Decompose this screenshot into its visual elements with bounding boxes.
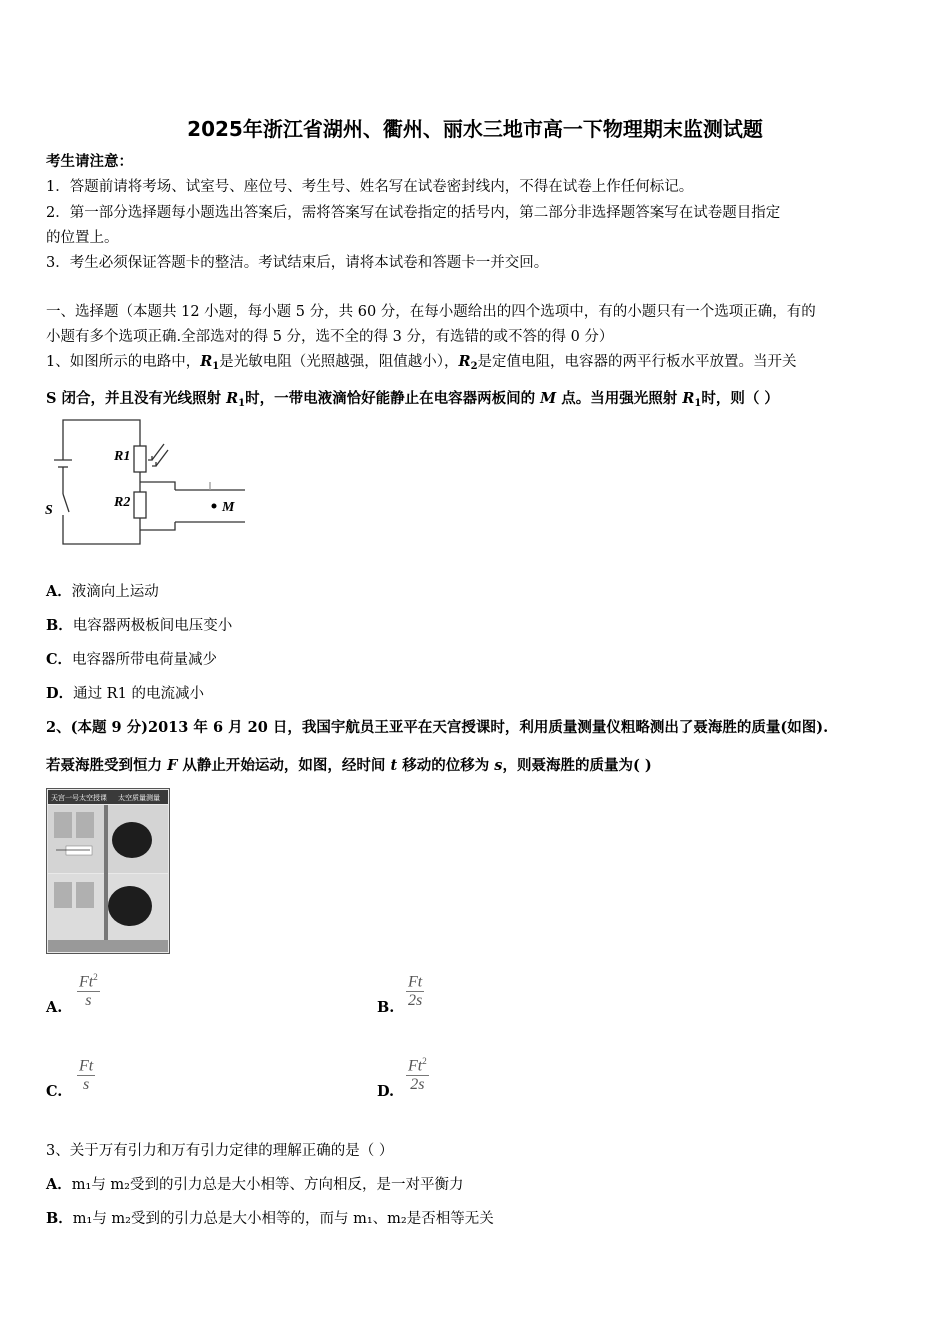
q2-option-a-fraction[interactable]: $\frac{Ft^2}{s}$ [79,972,98,1010]
q2-option-c-fraction[interactable]: $\frac{Ft}{s}$ [79,1057,94,1094]
page-title: 2025年浙江省湖州、衢州、丽水三地市高一下物理期末监测试题 [187,117,763,141]
notice-item-2-cont: 的位置上。 [46,230,119,246]
q2-option-a-label[interactable]: A. [46,999,63,1016]
q3-stem: 3、关于万有引力和万有引力定律的理解正确的是（ ） [46,1143,394,1159]
q1-option-b[interactable]: B．电容器两极板间电压变小 [46,617,233,634]
photo-caption-right: 太空质量测量 [118,794,160,802]
q2-option-b-label[interactable]: B. [377,999,395,1016]
label-m: M [222,500,235,515]
section-header-line1: 一、选择题（本题共 12 小题，每小题 5 分，共 60 分，在每小题给出的四个选项中，有的小题只有一个选项正确，有的 [46,304,816,320]
q2-option-d-label[interactable]: D. [377,1083,395,1100]
resistor-r1 [134,446,146,472]
q2-option-c-label[interactable]: C. [46,1083,63,1100]
q1-option-c[interactable]: C．电容器所带电荷量减少 [46,651,218,668]
circuit-wire-bottom [63,515,140,544]
q1-stem-line1: 1、如图所示的电路中，$R_1$是光敏电阻（光照越强，阻值越小），$R_2$是定值电阻，电容器的两平行板水平放置。当开关 [46,353,797,372]
q1-option-a[interactable]: A．液滴向上运动 [46,583,159,600]
q2-space-photo [46,788,170,954]
astronaut-upper [112,822,152,858]
q2-option-b-fraction[interactable]: $\frac{Ft}{2s}$ [408,973,423,1010]
q1-stem-line2: S 闭合，并且没有光线照射 $R_1$时，一带电液滴恰好能静止在电容器两板间的 M 点。当用强光照射 $R_1$时，则（ ） [46,390,779,409]
notice-item-3: 3．考生必须保证答题卡的整洁。考试结束后，请将本试卷和答题卡一并交回。 [46,255,549,271]
resistor-r2 [134,492,146,518]
photo-caption-left: 天宫一号太空授课 [51,794,107,802]
switch-blade [63,494,69,512]
label-r1: R1 [114,449,131,464]
label-s: S [45,503,53,518]
notice-item-1: 1．答题前请将考场、试室号、座位号、考生号、姓名写在试卷密封线内，不得在试卷上作任何标记。 [46,179,694,195]
q1-option-d[interactable]: D．通过 R1 的电流减小 [46,685,204,702]
notice-heading: 考生请注意： [46,153,133,170]
capacitor-wire-bottom [140,522,175,530]
section-header-line2: 小题有多个选项正确.全部选对的得 5 分，选不全的得 3 分，有选错的或不答的得 0 分） [46,329,614,345]
label-r2: R2 [114,495,131,510]
q2-stem-line1: 2、(本题 9 分)2013 年 6 月 20 日，我国宇航员王亚平在天宫授课时，利用质量测量仪粗略测出了聂海胜的质量(如图). [46,719,829,736]
q2-option-d-fraction[interactable]: $\frac{Ft^2}{2s}$ [408,1056,427,1094]
astronaut-lower [108,886,152,926]
notice-item-2: 2．第一部分选择题每小题选出答案后，需将答案写在试卷指定的括号内，第二部分非选择题答案写在试卷题目指定 [46,205,781,221]
q1-circuit-diagram [40,412,255,552]
q3-option-a[interactable]: A．m₁与 m₂受到的引力总是大小相等、方向相反，是一对平衡力 [46,1176,464,1193]
q2-stem-line2: 若聂海胜受到恒力 F 从静止开始运动，如图，经时间 t 移动的位移为 s，则聂海胜的质量为( ) [46,757,652,774]
q3-option-b[interactable]: B．m₁与 m₂受到的引力总是大小相等的，而与 m₁、m₂是否相等无关 [46,1210,494,1227]
droplet-m-dot [212,504,217,509]
capacitor-wire-top [140,482,175,490]
